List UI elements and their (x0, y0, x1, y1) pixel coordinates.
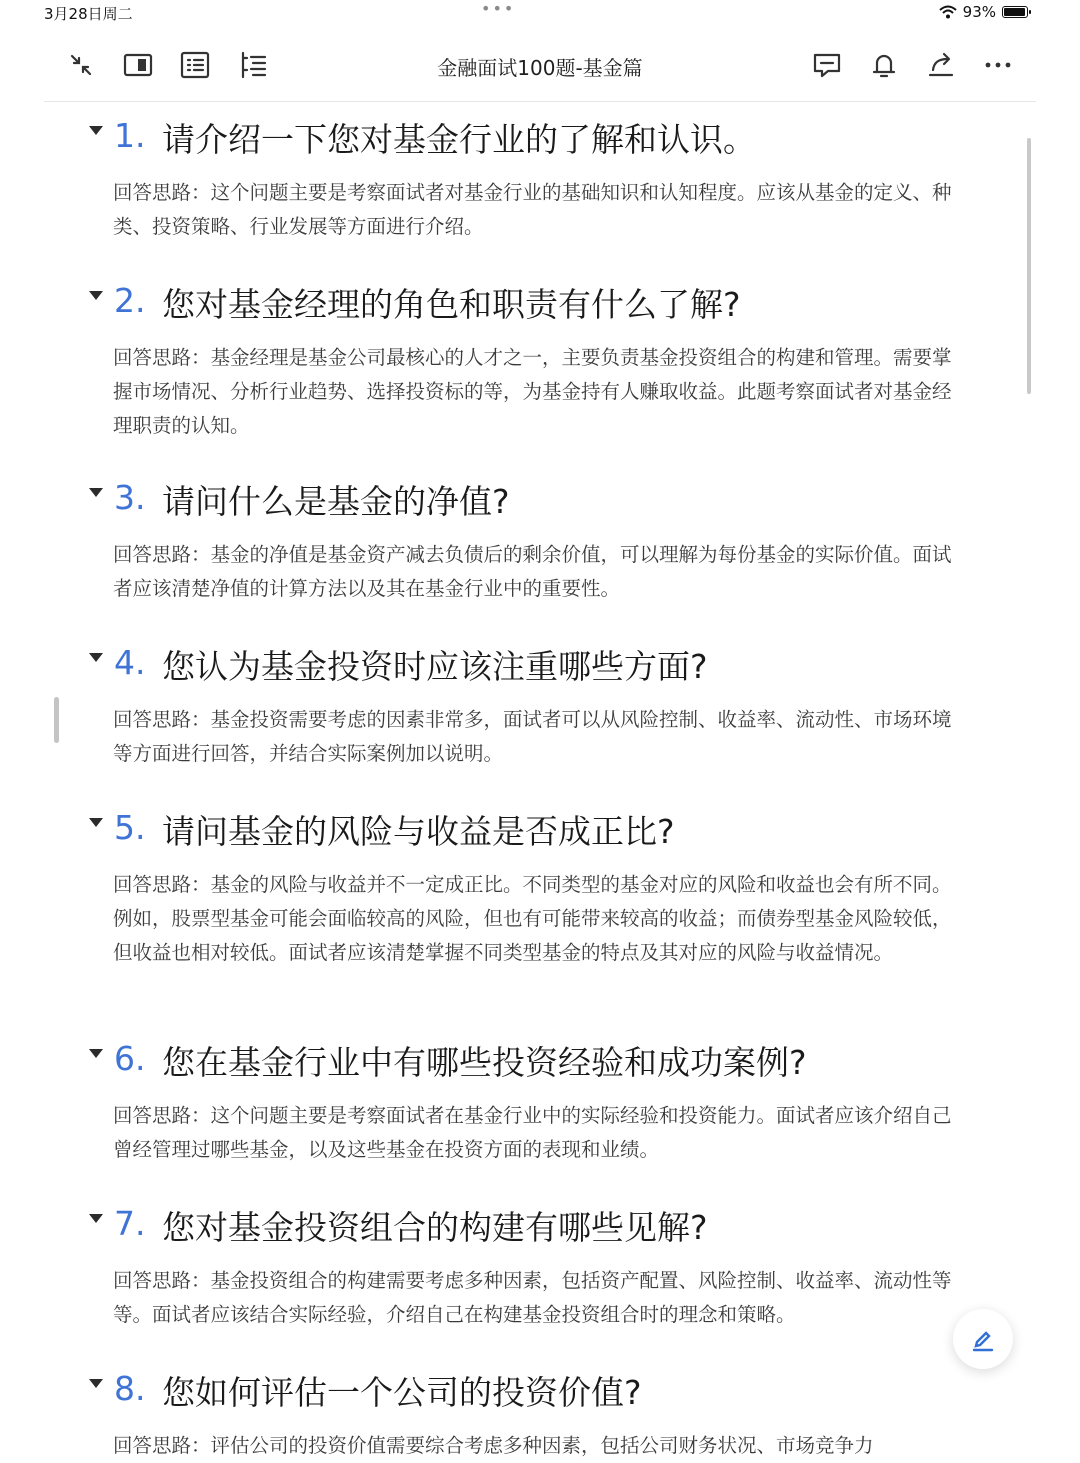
qa-item (0, 472, 1080, 600)
qa-item (0, 1363, 1080, 1457)
collapse-caret-icon[interactable] (89, 1214, 103, 1223)
question-text: 您对基金经理的角色和职责有什么了解? (162, 285, 741, 324)
answer-text: 回答思路：评估公司的投资价值需要综合考虑多种因素，包括公司财务状况、市场竞争力 (113, 1434, 874, 1457)
question-text: 您如何评估一个公司的投资价值? (162, 1373, 642, 1412)
question-heading[interactable] (0, 1033, 1080, 1089)
wifi-icon (939, 5, 957, 19)
question-text: 请介绍一下您对基金行业的了解和认识。 (162, 120, 756, 159)
document-title: 金融面试100题-基金篇 (437, 56, 643, 80)
comment-icon[interactable] (810, 48, 844, 82)
question-heading[interactable] (0, 275, 1080, 331)
status-right (939, 3, 1028, 21)
answer-text: 回答思路：这个问题主要是考察面试者对基金行业的基础知识和认知程度。应该从基金的定义、种类、投资策略、行业发展等方面进行介绍。 (113, 181, 952, 238)
qa-item (0, 1198, 1080, 1326)
collapse-caret-icon[interactable] (89, 1049, 103, 1058)
question-number: 3. (114, 478, 146, 517)
question-text: 请问基金的风险与收益是否成正比? (162, 812, 675, 851)
battery-percent: 93% (962, 3, 996, 21)
bell-icon[interactable] (867, 48, 901, 82)
answer-text: 回答思路：基金投资组合的构建需要考虑多种因素，包括资产配置、风险控制、收益率、流动性等等。面试者应该结合实际经验，介绍自己在构建基金投资组合时的理念和策略。 (113, 1269, 952, 1326)
battery-icon (1002, 6, 1028, 18)
qa-item (0, 275, 1080, 437)
question-number: 5. (114, 808, 146, 847)
qa-item (0, 637, 1080, 765)
status-time: 3月28日周二 (44, 5, 133, 23)
question-heading[interactable] (0, 472, 1080, 528)
vertical-scrollbar[interactable] (1027, 138, 1031, 394)
question-heading[interactable] (0, 637, 1080, 693)
status-bar (0, 0, 1080, 26)
question-number: 6. (114, 1039, 146, 1078)
answer-text: 回答思路：这个问题主要是考察面试者在基金行业中的实际经验和投资能力。面试者应该介绍自己曾经管理过哪些基金，以及这些基金在投资方面的表现和业绩。 (113, 1104, 952, 1161)
question-number: 2. (114, 281, 146, 320)
toolbar-divider (44, 101, 1036, 102)
collapse-caret-icon[interactable] (89, 653, 103, 662)
qa-item (0, 110, 1080, 238)
toolbar (44, 38, 1036, 92)
question-heading[interactable] (0, 802, 1080, 858)
question-number: 7. (114, 1204, 146, 1243)
question-number: 1. (114, 116, 146, 155)
question-number: 4. (114, 643, 146, 682)
question-heading[interactable] (0, 1198, 1080, 1254)
question-text: 请问什么是基金的净值? (162, 482, 510, 521)
pencil-icon (969, 1325, 997, 1353)
answer-text: 回答思路：基金经理是基金公司最核心的人才之一，主要负责基金投资组合的构建和管理。需要掌握市场情况、分析行业趋势、选择投资标的等，为基金持有人赚取收益。此题考察面试者对基金经理职责的认知。 (113, 346, 952, 437)
multitasking-dots-icon[interactable]: ••• (481, 0, 516, 18)
question-number: 8. (114, 1369, 146, 1408)
answer-text: 回答思路：基金的风险与收益并不一定成正比。不同类型的基金对应的风险和收益也会有所不同。例如，股票型基金可能会面临较高的风险，但也有可能带来较高的收益；而债券型基金风险较低，但收益也相对较低。面试者应该清楚掌握不同类型基金的特点及其对应的风险与收益情况。 (113, 873, 952, 964)
question-heading[interactable] (0, 1363, 1080, 1419)
more-options-icon[interactable] (981, 48, 1015, 82)
answer-text: 回答思路：基金投资需要考虑的因素非常多，面试者可以从风险控制、收益率、流动性、市场环境等方面进行回答，并结合实际案例加以说明。 (113, 708, 952, 765)
collapse-caret-icon[interactable] (89, 291, 103, 300)
document-body (0, 108, 1080, 1457)
collapse-caret-icon[interactable] (89, 488, 103, 497)
collapse-caret-icon[interactable] (89, 1379, 103, 1388)
qa-item (0, 802, 1080, 964)
question-text: 您认为基金投资时应该注重哪些方面? (162, 647, 708, 686)
question-heading[interactable] (0, 110, 1080, 166)
edit-button[interactable] (953, 1309, 1013, 1369)
qa-item (0, 1033, 1080, 1161)
collapse-caret-icon[interactable] (89, 818, 103, 827)
question-text: 您对基金投资组合的构建有哪些见解? (162, 1208, 708, 1247)
answer-text: 回答思路：基金的净值是基金资产减去负债后的剩余价值，可以理解为每份基金的实际价值。面试者应该清楚净值的计算方法以及其在基金行业中的重要性。 (113, 543, 952, 600)
share-icon[interactable] (924, 48, 958, 82)
sidebar-drag-handle[interactable] (54, 697, 59, 743)
collapse-caret-icon[interactable] (89, 126, 103, 135)
question-text: 您在基金行业中有哪些投资经验和成功案例? (162, 1043, 807, 1082)
